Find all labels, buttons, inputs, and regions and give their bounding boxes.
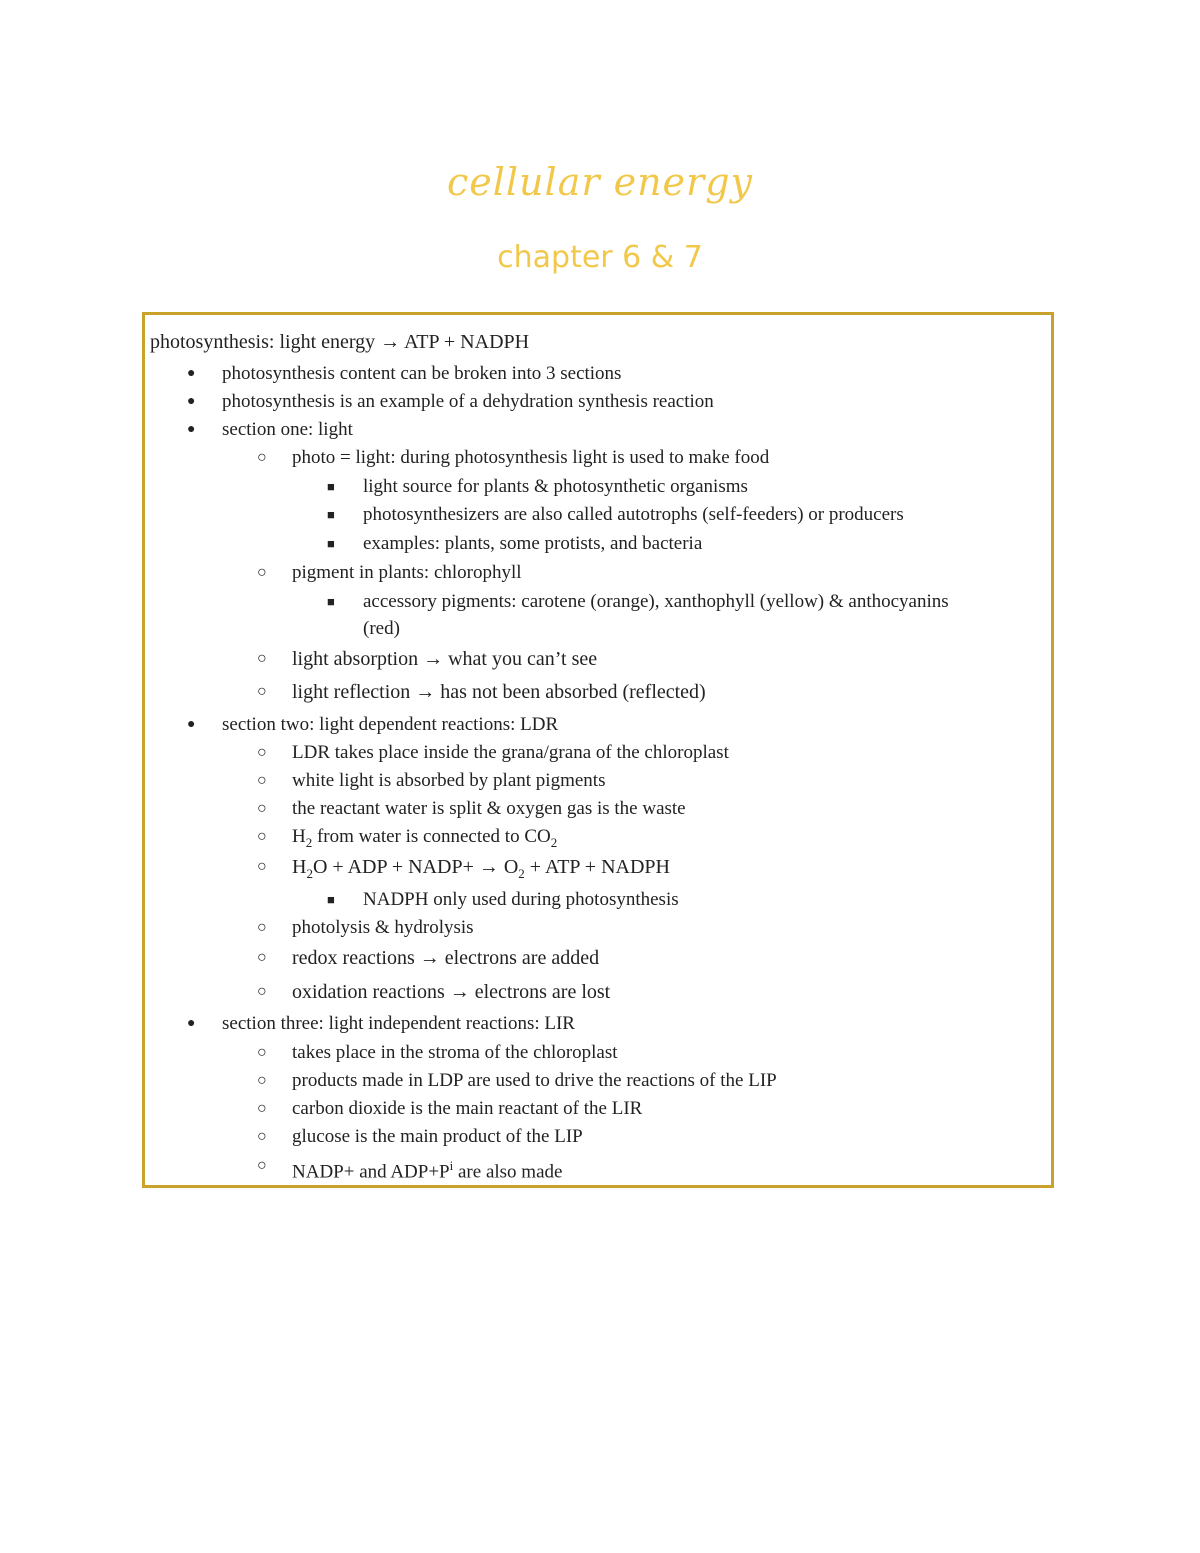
- circle-bullet-icon: ○: [257, 564, 267, 581]
- list-item: pigment in plants: chlorophyll: [292, 562, 522, 583]
- list-item: NADPH only used during photosynthesis: [363, 889, 679, 910]
- disc-bullet-icon: ●: [187, 717, 196, 732]
- circle-bullet-icon: ○: [257, 1044, 267, 1061]
- circle-bullet-icon: ○: [257, 772, 267, 789]
- list-item: photolysis & hydrolysis: [292, 917, 474, 938]
- disc-bullet-icon: ●: [187, 1016, 196, 1031]
- formula-text: O + ADP + NADP+ → O: [312, 856, 519, 878]
- square-bullet-icon: ■: [327, 479, 335, 494]
- disc-bullet-icon: ●: [187, 394, 196, 409]
- notes-heading: photosynthesis: light energy → ATP + NADPH: [150, 331, 530, 353]
- list-item: photosynthesizers are also called autotrophs (self-feeders) or producers: [363, 504, 904, 525]
- formula-text: + ATP + NADPH: [524, 856, 670, 878]
- formula-text: H: [292, 826, 306, 847]
- formula-text: are also made: [453, 1161, 563, 1183]
- subscript: 2: [306, 866, 313, 881]
- list-item: the reactant water is split & oxygen gas is the waste: [292, 798, 686, 819]
- circle-bullet-icon: ○: [257, 683, 267, 700]
- formula-text: from water is connected to CO: [312, 826, 551, 847]
- list-item: glucose is the main product of the LIP: [292, 1126, 583, 1147]
- square-bullet-icon: ■: [327, 536, 335, 551]
- circle-bullet-icon: ○: [257, 828, 267, 845]
- superscript: i: [449, 1158, 454, 1173]
- circle-bullet-icon: ○: [257, 744, 267, 761]
- list-item: light reflection → has not been absorbed (reflected): [292, 681, 706, 703]
- formula-text: H: [292, 856, 307, 878]
- disc-bullet-icon: ●: [187, 422, 196, 437]
- page-title: cellular energy: [446, 160, 753, 204]
- list-item: oxidation reactions → electrons are lost: [292, 981, 611, 1003]
- list-item-continuation: (red): [363, 618, 400, 639]
- circle-bullet-icon: ○: [257, 983, 267, 1000]
- list-item: photo = light: during photosynthesis light is used to make food: [292, 447, 770, 468]
- subscript: 2: [518, 866, 525, 881]
- circle-bullet-icon: ○: [257, 1072, 267, 1089]
- subscript: 2: [550, 834, 558, 850]
- list-item: accessory pigments: carotene (orange), xanthophyll (yellow) & anthocyanins: [363, 591, 949, 612]
- list-item: photosynthesis is an example of a dehydration synthesis reaction: [222, 391, 714, 412]
- circle-bullet-icon: ○: [257, 919, 267, 936]
- square-bullet-icon: ■: [327, 594, 335, 609]
- list-item: [292, 1154, 562, 1184]
- list-item: white light is absorbed by plant pigments: [292, 770, 606, 791]
- circle-bullet-icon: ○: [257, 800, 267, 817]
- list-item: [292, 855, 670, 886]
- circle-bullet-icon: ○: [257, 858, 267, 875]
- list-item: examples: plants, some protists, and bacteria: [363, 533, 703, 554]
- circle-bullet-icon: ○: [257, 1157, 267, 1174]
- list-item: [292, 825, 557, 855]
- list-item: takes place in the stroma of the chloroplast: [292, 1042, 618, 1063]
- formula-text: NADP+ and ADP+P: [292, 1161, 450, 1183]
- list-item: section two: light dependent reactions: LDR: [222, 714, 559, 735]
- page-subtitle: chapter 6 & 7: [497, 240, 703, 275]
- circle-bullet-icon: ○: [257, 449, 267, 466]
- circle-bullet-icon: ○: [257, 1128, 267, 1145]
- list-item: products made in LDP are used to drive the reactions of the LIP: [292, 1070, 777, 1091]
- list-item: light absorption → what you can’t see: [292, 648, 598, 670]
- disc-bullet-icon: ●: [187, 366, 196, 381]
- circle-bullet-icon: ○: [257, 949, 267, 966]
- list-item: section one: light: [222, 419, 353, 440]
- list-item: photosynthesis content can be broken into 3 sections: [222, 363, 622, 384]
- circle-bullet-icon: ○: [257, 1100, 267, 1117]
- square-bullet-icon: ■: [327, 892, 335, 907]
- list-item: carbon dioxide is the main reactant of the LIR: [292, 1098, 643, 1119]
- list-item: redox reactions → electrons are added: [292, 947, 600, 969]
- list-item: light source for plants & photosynthetic organisms: [363, 476, 748, 497]
- subscript: 2: [305, 834, 313, 850]
- circle-bullet-icon: ○: [257, 650, 267, 667]
- list-item: LDR takes place inside the grana/grana of the chloroplast: [292, 742, 729, 763]
- square-bullet-icon: ■: [327, 507, 335, 522]
- list-item: section three: light independent reactions: LIR: [222, 1013, 575, 1034]
